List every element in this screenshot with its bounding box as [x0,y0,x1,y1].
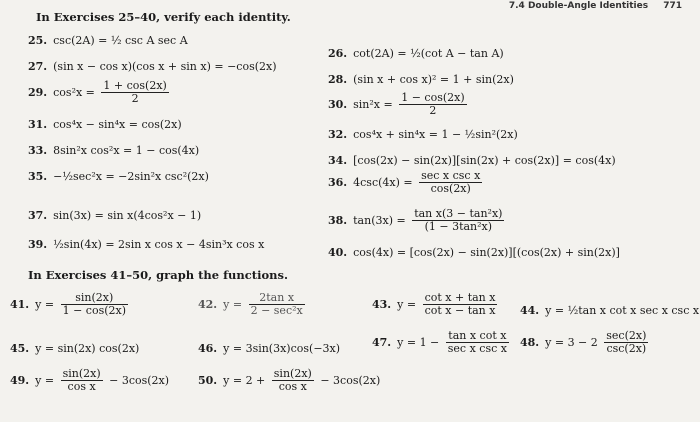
page-number: 771 [663,1,682,11]
exercise-27: 27. (sin x − cos x)(cos x + sin x) = −cos(2x) [28,60,277,73]
section-title: 7.4 Double-Angle Identities [508,1,649,11]
exercise-25: 25. csc(2A) = ½ csc A sec A [28,34,188,47]
exercise-50: 50. y = 2 + $\frac{\sin(2x)}{\text{cos x}}$ − 3cos(2x) [198,367,381,393]
exercise-26: 26. cot(2A) = ½(cot A − tan A) [328,47,504,60]
exercise-32: 32. cos⁴x + sin⁴x = 1 − ½sin²(2x) [328,128,518,141]
exercise-31: 31. cos⁴x − sin⁴x = cos(2x) [28,118,182,131]
page-header [509,1,682,11]
instructions-verify: In Exercises 25–40, verify each identity. [36,10,291,24]
exercise-34: 34. [cos(2x) − sin(2x)][sin(2x) + cos(2x)] = cos(4x) [328,154,616,167]
exercise-30: 30. sin²x = $\frac{1 - \cos(2x)}{2}$ [328,91,465,117]
exercise-39: 39. ½sin(4x) = 2sin x cos x − 4sin³x cos x [28,238,265,251]
exercise-46: 46. y = 3sin(3x)cos(−3x) [198,342,341,355]
exercise-37: 37. sin(3x) = sin x(4cos²x − 1) [28,209,202,222]
instructions-graph: In Exercises 41–50, graph the functions. [28,268,288,282]
exercise-49: 49. y = $\frac{\sin(2x)}{\text{cos x}}$ − 3cos(2x) [10,367,170,393]
exercise-44: 44. y = ½tan x cot x sec x csc x [520,304,700,317]
exercise-29: 29. cos²x = $\frac{1 + \cos(2x)}{2}$ [28,79,167,105]
exercise-28: 28. (sin x + cos x)² = 1 + sin(2x) [328,73,514,86]
exercise-38: 38. tan(3x) = $\frac{\text{tan x(3 − tan²x)}}{\text{(1 − 3tan²x)}}$ [328,207,503,233]
exercise-36: 36. 4csc(4x) = $\frac{\text{sec x csc x}}{\cos(2x)}$ [328,169,481,195]
exercise-40: 40. cos(4x) = [cos(2x) − sin(2x)][(cos(2x) + sin(2x)] [328,246,620,259]
exercise-33: 33. 8sin²x cos²x = 1 − cos(4x) [28,144,200,157]
exercise-47: 47. y = 1 − $\frac{\text{tan x cot x}}{\text{sec x csc x}}$ [372,329,507,355]
exercise-48: 48. y = 3 − 2 $\frac{\sec(2x)}{\csc(2x)}$ [520,329,647,355]
exercise-35: 35. −½sec²x = −2sin²x csc²(2x) [28,170,209,183]
exercise-42: 42. y = $\frac{\text{2tan x}}{\text{2 − sec²x}}$ [198,291,303,317]
exercise-41: 41. y = $\frac{\sin(2x)}{1 - \cos(2x)}$ [10,291,126,317]
exercise-45: 45. y = sin(2x) cos(2x) [10,342,140,355]
exercise-43: 43. y = $\frac{\text{cot x + tan x}}{\text{cot x − tan x}}$ [372,291,496,317]
